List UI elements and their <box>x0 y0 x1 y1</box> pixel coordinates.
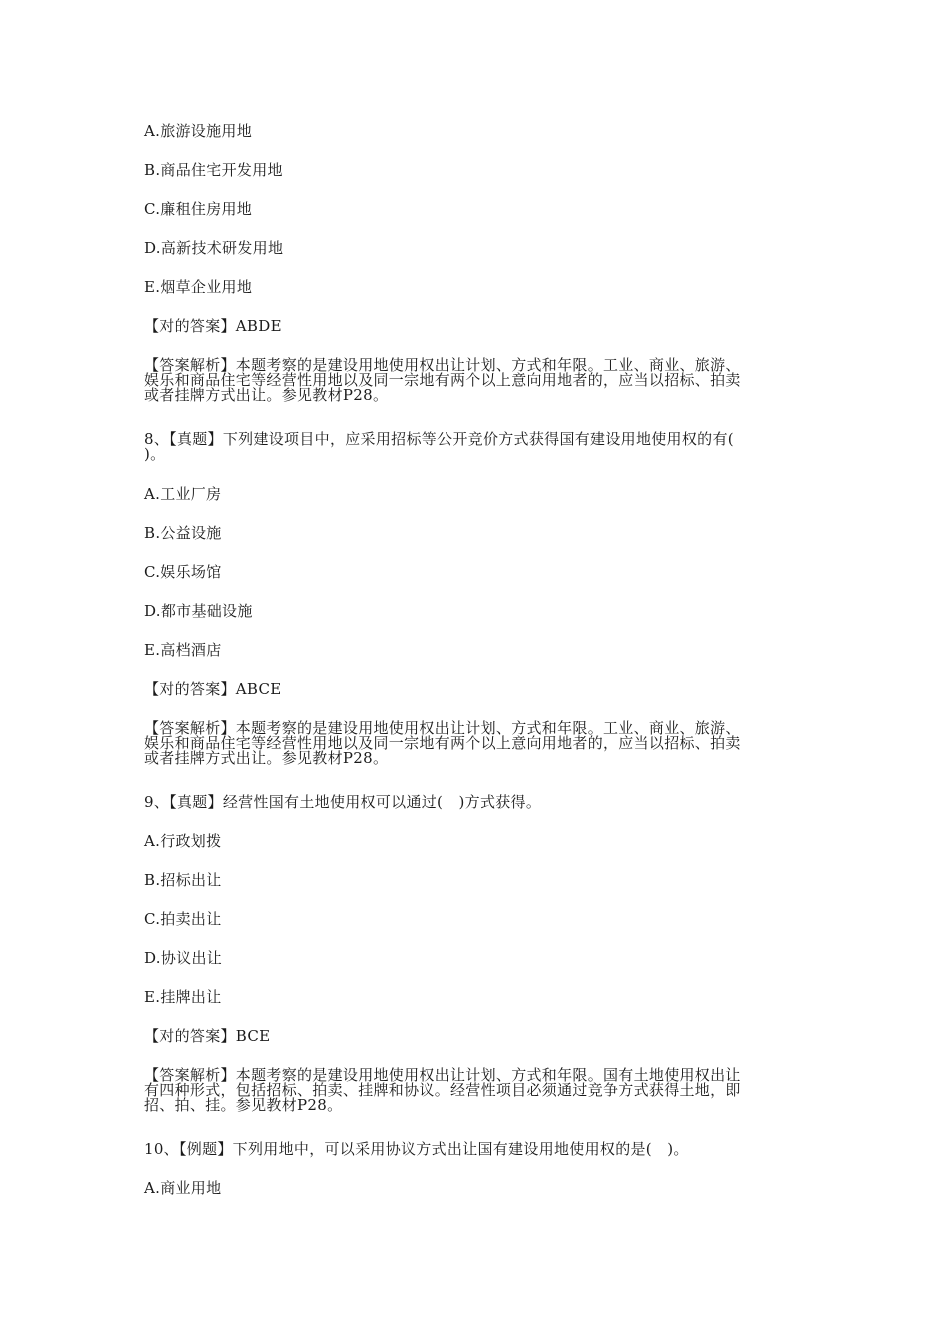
answer-analysis <box>144 721 804 766</box>
option-b: B.招标出让 <box>144 871 222 889</box>
stem-line: 8、【真题】下列建设项目中，应采用招标等公开竞价方式获得国有建设用地使用权的有( <box>144 430 734 448</box>
option-d: D.协议出让 <box>144 949 223 967</box>
option-c: C.拍卖出让 <box>144 910 222 928</box>
answer-analysis <box>144 1068 804 1113</box>
analysis-line: 或者挂牌方式出让。参见教材P28。 <box>144 749 389 767</box>
option-e: E.挂牌出让 <box>144 988 222 1006</box>
option-e: E.烟草企业用地 <box>144 278 253 296</box>
answer: 【对的答案】ABDE <box>144 317 282 335</box>
stem-line: )。 <box>144 445 166 463</box>
answer: 【对的答案】BCE <box>144 1027 271 1045</box>
option-d: D.都市基础设施 <box>144 602 253 620</box>
option-c: C.娱乐场馆 <box>144 563 222 581</box>
option-d: D.高新技术研发用地 <box>144 239 284 257</box>
option-a: A.工业厂房 <box>144 485 222 503</box>
question-stem: 10、【例题】下列用地中，可以采用协议方式出让国有建设用地使用权的是( )。 <box>144 1140 689 1158</box>
option-a: A.旅游设施用地 <box>144 122 253 140</box>
analysis-line: 招、拍、挂。参见教材P28。 <box>144 1096 343 1114</box>
analysis-line: 【答案解析】本题考察的是建设用地使用权出让计划、方式和年限。工业、商业、旅游、 <box>144 356 741 374</box>
option-a: A.行政划拨 <box>144 832 222 850</box>
answer: 【对的答案】ABCE <box>144 680 282 698</box>
option-a: A.商业用地 <box>144 1179 222 1197</box>
answer-analysis <box>144 358 804 403</box>
question-stem <box>144 432 804 462</box>
option-b: B.公益设施 <box>144 524 222 542</box>
option-e: E.高档酒店 <box>144 641 222 659</box>
analysis-line: 【答案解析】本题考察的是建设用地使用权出让计划、方式和年限。工业、商业、旅游、 <box>144 719 741 737</box>
option-b: B.商品住宅开发用地 <box>144 161 283 179</box>
analysis-line: 娱乐和商品住宅等经营性用地以及同一宗地有两个以上意向用地者的，应当以招标、拍卖 <box>144 734 741 752</box>
analysis-line: 或者挂牌方式出让。参见教材P28。 <box>144 386 389 404</box>
question-stem: 9、【真题】经营性国有土地使用权可以通过( )方式获得。 <box>144 793 542 811</box>
analysis-line: 【答案解析】本题考察的是建设用地使用权出让计划、方式和年限。国有土地使用权出让 <box>144 1066 741 1084</box>
option-c: C.廉租住房用地 <box>144 200 253 218</box>
analysis-line: 娱乐和商品住宅等经营性用地以及同一宗地有两个以上意向用地者的，应当以招标、拍卖 <box>144 371 741 389</box>
analysis-line: 有四种形式，包括招标、拍卖、挂牌和协议。经营性项目必须通过竞争方式获得土地，即 <box>144 1081 741 1099</box>
